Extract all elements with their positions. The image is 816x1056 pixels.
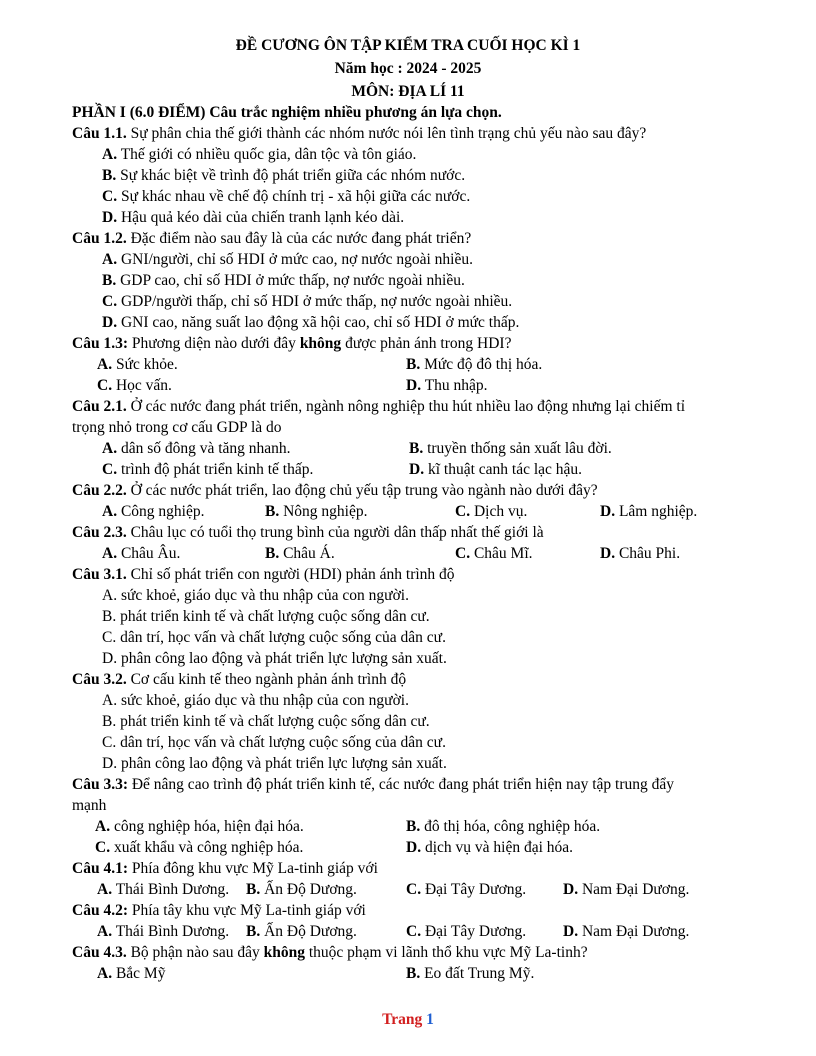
option-letter: C. xyxy=(95,839,111,856)
q31-option-c xyxy=(102,628,446,648)
option-letter: D. xyxy=(102,314,118,331)
q11-option-a xyxy=(102,145,416,165)
q32-option-b xyxy=(102,712,430,732)
q13-option-d xyxy=(406,376,488,396)
option-letter: A. xyxy=(102,545,118,562)
option-letter: B. xyxy=(102,167,117,184)
q43-option-a xyxy=(97,964,165,984)
q22-option-b xyxy=(265,502,367,522)
option-letter: B. xyxy=(406,356,421,373)
q42-option-a xyxy=(97,922,229,942)
q21-option-b xyxy=(409,439,612,459)
option-letter: D. xyxy=(406,377,422,394)
option-letter: A. xyxy=(97,356,113,373)
question-text: Ở các nước phát triển, lao động chủ yếu tập trung vào ngành nào dưới đây? xyxy=(126,482,598,499)
question-4-1 xyxy=(72,859,378,879)
q22-option-c xyxy=(455,502,527,522)
q13-option-b xyxy=(406,355,542,375)
q13-option-a xyxy=(97,355,178,375)
q12-option-c xyxy=(102,292,512,312)
q41-option-d xyxy=(563,880,689,900)
option-letter: D. xyxy=(600,545,616,562)
question-3-2 xyxy=(72,670,406,690)
option-letter: D. xyxy=(563,923,579,940)
option-text: dân số đông và tăng nhanh. xyxy=(120,440,291,457)
option-text: Châu Phi. xyxy=(618,545,681,562)
option-letter: D. xyxy=(409,461,425,478)
q42-option-d xyxy=(563,922,689,942)
question-text: Phương diện nào dưới đây xyxy=(127,335,300,352)
option-letter: C. xyxy=(406,923,422,940)
option-letter: B. xyxy=(406,818,421,835)
q21-option-d xyxy=(409,460,582,480)
q12-option-d xyxy=(102,313,519,333)
option-letter: C. xyxy=(102,629,117,646)
q33-option-b xyxy=(406,817,600,837)
question-label: Câu 1.3: xyxy=(72,335,128,352)
q23-option-d xyxy=(600,544,680,564)
q41-option-b xyxy=(246,880,357,900)
option-letter: D. xyxy=(102,755,118,772)
question-text: Đặc điểm nào sau đây là của các nước đang phát triển? xyxy=(126,230,472,247)
question-label: Câu 3.2. xyxy=(72,671,127,688)
option-letter: D. xyxy=(406,839,422,856)
option-letter: B. xyxy=(102,713,117,730)
option-text: Thế giới có nhiều quốc gia, dân tộc và tôn giáo. xyxy=(120,146,417,163)
q12-option-a xyxy=(102,250,473,270)
q33-option-a xyxy=(95,817,304,837)
option-letter: C. xyxy=(102,461,118,478)
option-text: Đại Tây Dương. xyxy=(424,923,527,940)
option-text: Đại Tây Dương. xyxy=(424,881,527,898)
question-label: Câu 3.1. xyxy=(72,566,127,583)
option-letter: A. xyxy=(102,440,118,457)
option-letter: A. xyxy=(97,923,113,940)
school-year: Năm học : 2024 - 2025 xyxy=(334,60,482,77)
question-text: Ở các nước đang phát triển, ngành nông nghiệp thu hút nhiều lao động nhưng lại chiếm tỉ xyxy=(126,398,686,415)
option-letter: A. xyxy=(95,818,111,835)
q11-option-d xyxy=(102,208,404,228)
option-letter: B. xyxy=(409,440,424,457)
option-text: Sự khác biệt về trình độ phát triển giữa các nhóm nước. xyxy=(120,167,466,184)
q32-option-c xyxy=(102,733,446,753)
option-letter: B. xyxy=(246,881,261,898)
option-text: GNI cao, năng suất lao động xã hội cao, chỉ số HDI ở mức thấp. xyxy=(120,314,520,331)
page-word: Trang xyxy=(382,1011,423,1028)
q23-option-a xyxy=(102,544,180,564)
part1-heading: PHẦN I (6.0 ĐIỂM) Câu trắc nghiệm nhiều phương án lựa chọn. xyxy=(72,104,502,121)
question-label: Câu 4.1: xyxy=(72,860,128,877)
option-letter: A. xyxy=(102,251,118,268)
option-letter: B. xyxy=(406,965,421,982)
page-number: 1 xyxy=(426,1011,434,1028)
option-text: Eo đất Trung Mỹ. xyxy=(424,965,535,982)
option-text: Nông nghiệp. xyxy=(283,503,368,520)
option-text: Sức khỏe. xyxy=(115,356,178,373)
question-text: Để nâng cao trình độ phát triển kinh tế, các nước đang phát triển hiện nay tập trung đẩy xyxy=(127,776,674,793)
question-text: Bộ phận nào sau đây xyxy=(126,944,264,961)
question-text: được phản ánh trong HDI? xyxy=(341,335,512,352)
question-1-1 xyxy=(72,124,646,144)
question-label: Câu 3.3: xyxy=(72,776,128,793)
q41-option-a xyxy=(97,880,229,900)
option-letter: B. xyxy=(102,608,117,625)
option-text: GDP/người thấp, chỉ số HDI ở mức thấp, nợ nước ngoài nhiều. xyxy=(120,293,513,310)
option-letter: B. xyxy=(102,272,117,289)
q42-option-b xyxy=(246,922,357,942)
q13-option-c xyxy=(97,376,172,396)
question-3-3-cont: mạnh xyxy=(72,797,107,814)
option-letter: C. xyxy=(97,377,113,394)
question-3-1 xyxy=(72,565,455,585)
question-1-2 xyxy=(72,229,471,249)
question-text: thuộc phạm vi lãnh thổ khu vực Mỹ La-tinh? xyxy=(304,944,588,961)
option-text: sức khoẻ, giáo dục và thu nhập của con người. xyxy=(120,587,409,604)
option-letter: D. xyxy=(600,503,616,520)
option-text: GDP cao, chỉ số HDI ở mức thấp, nợ nước ngoài nhiều. xyxy=(120,272,465,289)
q32-option-d xyxy=(102,754,447,774)
question-4-3 xyxy=(72,943,588,963)
option-letter: C. xyxy=(455,503,471,520)
q41-option-c xyxy=(406,880,526,900)
option-text: Thái Bình Dương. xyxy=(115,881,230,898)
option-letter: A. xyxy=(102,587,118,604)
option-text: dịch vụ và hiện đại hóa. xyxy=(424,839,574,856)
question-text: Phía đông khu vực Mỹ La-tinh giáp với xyxy=(127,860,378,877)
question-label: Câu 2.3. xyxy=(72,524,127,541)
option-letter: C. xyxy=(102,734,117,751)
question-text: Châu lục có tuổi thọ trung bình của người dân thấp nhất thế giới là xyxy=(126,524,544,541)
q32-option-a xyxy=(102,691,409,711)
option-text: Sự khác nhau về chế độ chính trị - xã hội giữa các nước. xyxy=(120,188,471,205)
option-text: Thu nhập. xyxy=(424,377,488,394)
option-letter: C. xyxy=(406,881,422,898)
question-2-2 xyxy=(72,481,598,501)
option-text: dân trí, học vấn và chất lượng cuộc sống của dân cư. xyxy=(120,734,446,751)
option-letter: D. xyxy=(102,650,118,667)
option-text: Hậu quả kéo dài của chiến tranh lạnh kéo dài. xyxy=(120,209,405,226)
option-text: Bắc Mỹ xyxy=(115,965,166,982)
option-letter: C. xyxy=(102,188,118,205)
option-text: phát triển kinh tế và chất lượng cuộc sống dân cư. xyxy=(120,608,430,625)
document-title: ĐỀ CƯƠNG ÔN TẬP KIỂM TRA CUỐI HỌC KÌ 1 xyxy=(235,37,581,54)
question-text: Phía tây khu vực Mỹ La-tinh giáp với xyxy=(127,902,366,919)
option-text: truyền thống sản xuất lâu đời. xyxy=(427,440,612,457)
option-text: Châu Âu. xyxy=(120,545,181,562)
option-letter: C. xyxy=(102,293,118,310)
subject: MÔN: ĐỊA LÍ 11 xyxy=(351,83,465,100)
q31-option-a xyxy=(102,586,409,606)
q11-option-c xyxy=(102,187,470,207)
q21-option-a xyxy=(102,439,291,459)
option-text: Nam Đại Dương. xyxy=(581,923,690,940)
question-emphasis: không xyxy=(299,335,342,352)
option-text: kĩ thuật canh tác lạc hậu. xyxy=(427,461,583,478)
option-text: dân trí, học vấn và chất lượng cuộc sống của dân cư. xyxy=(120,629,446,646)
q23-option-c xyxy=(455,544,533,564)
option-letter: D. xyxy=(102,209,118,226)
option-letter: A. xyxy=(97,881,113,898)
option-text: phân công lao động và phát triển lực lượng sản xuất. xyxy=(120,755,447,772)
question-label: Câu 4.2: xyxy=(72,902,128,919)
option-letter: B. xyxy=(265,545,280,562)
question-text: Cơ cấu kinh tế theo ngành phản ánh trình độ xyxy=(126,671,407,688)
option-text: Châu Mĩ. xyxy=(473,545,533,562)
question-4-2 xyxy=(72,901,366,921)
option-text: công nghiệp hóa, hiện đại hóa. xyxy=(113,818,304,835)
option-letter: C. xyxy=(455,545,471,562)
question-text: Chỉ số phát triển con người (HDI) phản ánh trình độ xyxy=(126,566,455,583)
option-letter: A. xyxy=(102,146,118,163)
option-letter: B. xyxy=(265,503,280,520)
question-3-3 xyxy=(72,775,674,795)
question-label: Câu 1.1. xyxy=(72,125,127,142)
option-text: đô thị hóa, công nghiệp hóa. xyxy=(424,818,601,835)
q23-option-b xyxy=(265,544,335,564)
option-text: GNI/người, chỉ số HDI ở mức cao, nợ nước ngoài nhiều. xyxy=(120,251,473,268)
option-text: Nam Đại Dương. xyxy=(581,881,690,898)
q11-option-b xyxy=(102,166,465,186)
q33-option-d xyxy=(406,838,573,858)
option-text: phát triển kinh tế và chất lượng cuộc sống dân cư. xyxy=(120,713,430,730)
question-emphasis: không xyxy=(263,944,305,961)
question-2-1-cont: trọng nhỏ trong cơ cấu GDP là do xyxy=(72,419,282,436)
option-letter: A. xyxy=(102,503,118,520)
question-label: Câu 4.3. xyxy=(72,944,127,961)
option-text: Ấn Độ Dương. xyxy=(264,923,357,940)
question-label: Câu 2.2. xyxy=(72,482,127,499)
option-text: trình độ phát triển kinh tế thấp. xyxy=(120,461,314,478)
q12-option-b xyxy=(102,271,465,291)
q31-option-d xyxy=(102,649,447,669)
option-text: Ấn Độ Dương. xyxy=(264,881,357,898)
option-text: Công nghiệp. xyxy=(120,503,205,520)
q42-option-c xyxy=(406,922,526,942)
option-text: xuất khẩu và công nghiệp hóa. xyxy=(113,839,304,856)
q33-option-c xyxy=(95,838,303,858)
option-text: sức khoẻ, giáo dục và thu nhập của con người. xyxy=(120,692,409,709)
q43-option-b xyxy=(406,964,534,984)
option-letter: B. xyxy=(246,923,261,940)
option-text: Châu Á. xyxy=(283,545,335,562)
question-1-3 xyxy=(72,334,511,354)
page-footer xyxy=(0,1011,816,1029)
q22-option-d xyxy=(600,502,697,522)
question-2-1 xyxy=(72,397,685,417)
option-text: Thái Bình Dương. xyxy=(115,923,230,940)
question-label: Câu 1.2. xyxy=(72,230,127,247)
q22-option-a xyxy=(102,502,204,522)
q31-option-b xyxy=(102,607,430,627)
question-text: Sự phân chia thế giới thành các nhóm nước nói lên tình trạng chủ yếu nào sau đây? xyxy=(126,125,647,142)
q21-option-c xyxy=(102,460,313,480)
question-label: Câu 2.1. xyxy=(72,398,127,415)
option-letter: A. xyxy=(97,965,113,982)
option-text: phân công lao động và phát triển lực lượng sản xuất. xyxy=(120,650,447,667)
option-letter: A. xyxy=(102,692,118,709)
option-letter: D. xyxy=(563,881,579,898)
option-text: Lâm nghiệp. xyxy=(618,503,698,520)
option-text: Học vấn. xyxy=(115,377,172,394)
question-2-3 xyxy=(72,523,544,543)
option-text: Dịch vụ. xyxy=(473,503,528,520)
option-text: Mức độ đô thị hóa. xyxy=(424,356,543,373)
